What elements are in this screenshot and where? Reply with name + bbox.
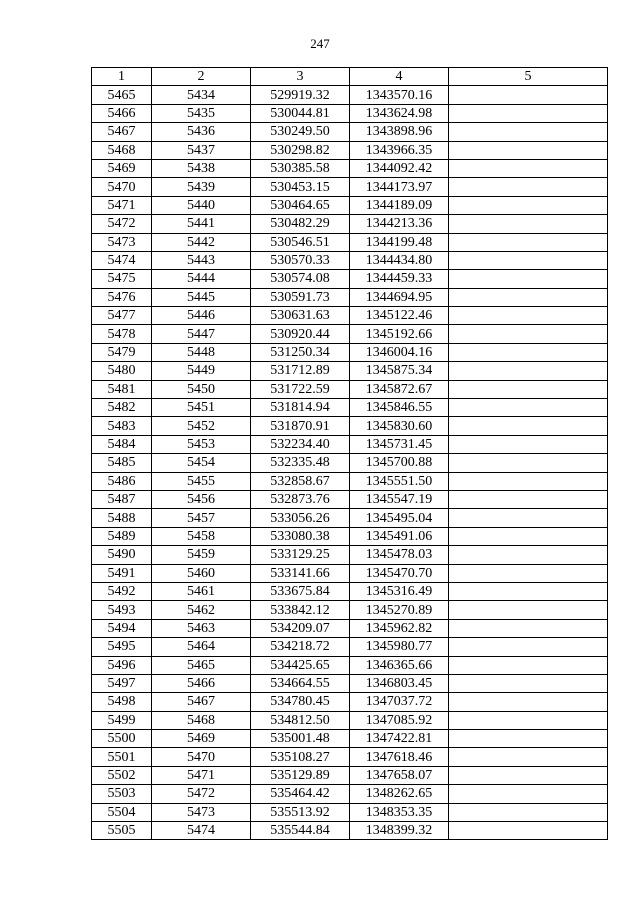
cell-note (449, 638, 608, 656)
cell-ref-number: 5452 (152, 417, 251, 435)
cell-note (449, 141, 608, 159)
cell-ref-number: 5458 (152, 527, 251, 545)
cell-x-coordinate: 534425.65 (251, 656, 350, 674)
table-row (92, 693, 608, 711)
column-header-5: 5 (449, 68, 608, 86)
table-row (92, 435, 608, 453)
cell-point-number: 5486 (92, 472, 152, 490)
cell-x-coordinate: 530546.51 (251, 233, 350, 251)
cell-y-coordinate: 1345192.66 (350, 325, 449, 343)
table-row (92, 362, 608, 380)
cell-point-number: 5503 (92, 785, 152, 803)
cell-y-coordinate: 1344434.80 (350, 251, 449, 269)
cell-ref-number: 5448 (152, 343, 251, 361)
cell-note (449, 251, 608, 269)
cell-ref-number: 5463 (152, 619, 251, 637)
cell-y-coordinate: 1345470.70 (350, 564, 449, 582)
table-row (92, 748, 608, 766)
cell-ref-number: 5441 (152, 215, 251, 233)
cell-ref-number: 5471 (152, 766, 251, 784)
cell-y-coordinate: 1347085.92 (350, 711, 449, 729)
cell-y-coordinate: 1344092.42 (350, 159, 449, 177)
cell-y-coordinate: 1345316.49 (350, 582, 449, 600)
table-row (92, 288, 608, 306)
cell-note (449, 104, 608, 122)
cell-ref-number: 5466 (152, 674, 251, 692)
cell-note (449, 159, 608, 177)
cell-x-coordinate: 530631.63 (251, 307, 350, 325)
cell-y-coordinate: 1347658.07 (350, 766, 449, 784)
cell-note (449, 509, 608, 527)
cell-note (449, 730, 608, 748)
cell-point-number: 5480 (92, 362, 152, 380)
coordinates-table (91, 67, 608, 840)
cell-y-coordinate: 1344213.36 (350, 215, 449, 233)
cell-point-number: 5473 (92, 233, 152, 251)
cell-ref-number: 5440 (152, 196, 251, 214)
table-row (92, 307, 608, 325)
cell-y-coordinate: 1347618.46 (350, 748, 449, 766)
cell-note (449, 674, 608, 692)
cell-ref-number: 5467 (152, 693, 251, 711)
cell-x-coordinate: 531250.34 (251, 343, 350, 361)
cell-ref-number: 5469 (152, 730, 251, 748)
cell-x-coordinate: 534780.45 (251, 693, 350, 711)
table-row (92, 822, 608, 840)
cell-ref-number: 5446 (152, 307, 251, 325)
cell-point-number: 5483 (92, 417, 152, 435)
cell-y-coordinate: 1348399.32 (350, 822, 449, 840)
cell-ref-number: 5455 (152, 472, 251, 490)
cell-x-coordinate: 532335.48 (251, 454, 350, 472)
cell-note (449, 454, 608, 472)
cell-y-coordinate: 1343570.16 (350, 86, 449, 104)
cell-note (449, 711, 608, 729)
table-row (92, 546, 608, 564)
cell-x-coordinate: 535108.27 (251, 748, 350, 766)
cell-note (449, 748, 608, 766)
cell-y-coordinate: 1345547.19 (350, 490, 449, 508)
cell-y-coordinate: 1346365.66 (350, 656, 449, 674)
cell-x-coordinate: 535464.42 (251, 785, 350, 803)
cell-x-coordinate: 533056.26 (251, 509, 350, 527)
cell-y-coordinate: 1345980.77 (350, 638, 449, 656)
cell-note (449, 86, 608, 104)
cell-point-number: 5467 (92, 123, 152, 141)
cell-x-coordinate: 530249.50 (251, 123, 350, 141)
cell-note (449, 803, 608, 821)
cell-point-number: 5490 (92, 546, 152, 564)
table-row (92, 601, 608, 619)
cell-y-coordinate: 1345122.46 (350, 307, 449, 325)
cell-point-number: 5484 (92, 435, 152, 453)
cell-point-number: 5488 (92, 509, 152, 527)
cell-point-number: 5504 (92, 803, 152, 821)
cell-x-coordinate: 534812.50 (251, 711, 350, 729)
column-header-4: 4 (350, 68, 449, 86)
cell-ref-number: 5451 (152, 399, 251, 417)
cell-note (449, 601, 608, 619)
table-row (92, 766, 608, 784)
cell-note (449, 435, 608, 453)
cell-point-number: 5477 (92, 307, 152, 325)
cell-x-coordinate: 529919.32 (251, 86, 350, 104)
cell-ref-number: 5438 (152, 159, 251, 177)
cell-x-coordinate: 530385.58 (251, 159, 350, 177)
cell-note (449, 582, 608, 600)
cell-ref-number: 5456 (152, 490, 251, 508)
cell-ref-number: 5464 (152, 638, 251, 656)
cell-point-number: 5470 (92, 178, 152, 196)
cell-ref-number: 5462 (152, 601, 251, 619)
cell-ref-number: 5437 (152, 141, 251, 159)
table-row (92, 233, 608, 251)
column-header-3: 3 (251, 68, 350, 86)
table-row (92, 141, 608, 159)
cell-y-coordinate: 1345846.55 (350, 399, 449, 417)
cell-x-coordinate: 530453.15 (251, 178, 350, 196)
cell-point-number: 5472 (92, 215, 152, 233)
cell-note (449, 343, 608, 361)
cell-note (449, 822, 608, 840)
cell-y-coordinate: 1348353.35 (350, 803, 449, 821)
cell-point-number: 5482 (92, 399, 152, 417)
cell-note (449, 490, 608, 508)
cell-x-coordinate: 530591.73 (251, 288, 350, 306)
table-row (92, 417, 608, 435)
table-body (92, 86, 608, 840)
cell-x-coordinate: 533675.84 (251, 582, 350, 600)
cell-y-coordinate: 1343624.98 (350, 104, 449, 122)
cell-ref-number: 5447 (152, 325, 251, 343)
cell-point-number: 5498 (92, 693, 152, 711)
cell-point-number: 5502 (92, 766, 152, 784)
cell-ref-number: 5457 (152, 509, 251, 527)
table-row (92, 399, 608, 417)
cell-x-coordinate: 531722.59 (251, 380, 350, 398)
table-row (92, 711, 608, 729)
cell-x-coordinate: 531870.91 (251, 417, 350, 435)
cell-y-coordinate: 1345495.04 (350, 509, 449, 527)
cell-x-coordinate: 532234.40 (251, 435, 350, 453)
cell-point-number: 5475 (92, 270, 152, 288)
cell-y-coordinate: 1345491.06 (350, 527, 449, 545)
cell-note (449, 362, 608, 380)
column-header-1: 1 (92, 68, 152, 86)
table-row (92, 251, 608, 269)
cell-note (449, 693, 608, 711)
cell-y-coordinate: 1345962.82 (350, 619, 449, 637)
cell-x-coordinate: 535513.92 (251, 803, 350, 821)
cell-x-coordinate: 530482.29 (251, 215, 350, 233)
cell-note (449, 546, 608, 564)
cell-x-coordinate: 535129.89 (251, 766, 350, 784)
cell-point-number: 5481 (92, 380, 152, 398)
cell-y-coordinate: 1344189.09 (350, 196, 449, 214)
cell-note (449, 785, 608, 803)
cell-x-coordinate: 533842.12 (251, 601, 350, 619)
cell-ref-number: 5460 (152, 564, 251, 582)
column-header-2: 2 (152, 68, 251, 86)
cell-ref-number: 5470 (152, 748, 251, 766)
cell-ref-number: 5473 (152, 803, 251, 821)
cell-point-number: 5500 (92, 730, 152, 748)
cell-x-coordinate: 532858.67 (251, 472, 350, 490)
cell-x-coordinate: 530920.44 (251, 325, 350, 343)
cell-x-coordinate: 534209.07 (251, 619, 350, 637)
table-row (92, 785, 608, 803)
table-row (92, 104, 608, 122)
table-row (92, 196, 608, 214)
cell-x-coordinate: 530298.82 (251, 141, 350, 159)
cell-x-coordinate: 531712.89 (251, 362, 350, 380)
cell-y-coordinate: 1345731.45 (350, 435, 449, 453)
cell-y-coordinate: 1345875.34 (350, 362, 449, 380)
table-row (92, 123, 608, 141)
cell-point-number: 5478 (92, 325, 152, 343)
cell-ref-number: 5459 (152, 546, 251, 564)
cell-x-coordinate: 534218.72 (251, 638, 350, 656)
cell-note (449, 233, 608, 251)
cell-y-coordinate: 1347037.72 (350, 693, 449, 711)
table-row (92, 730, 608, 748)
table-row (92, 270, 608, 288)
cell-x-coordinate: 535001.48 (251, 730, 350, 748)
cell-y-coordinate: 1344173.97 (350, 178, 449, 196)
cell-y-coordinate: 1348262.65 (350, 785, 449, 803)
cell-y-coordinate: 1345830.60 (350, 417, 449, 435)
cell-ref-number: 5465 (152, 656, 251, 674)
cell-note (449, 380, 608, 398)
table-row (92, 674, 608, 692)
cell-ref-number: 5442 (152, 233, 251, 251)
cell-point-number: 5505 (92, 822, 152, 840)
cell-y-coordinate: 1344199.48 (350, 233, 449, 251)
table-row (92, 454, 608, 472)
cell-y-coordinate: 1344459.33 (350, 270, 449, 288)
cell-x-coordinate: 530464.65 (251, 196, 350, 214)
cell-x-coordinate: 535544.84 (251, 822, 350, 840)
cell-ref-number: 5450 (152, 380, 251, 398)
cell-point-number: 5466 (92, 104, 152, 122)
table-row (92, 638, 608, 656)
cell-point-number: 5469 (92, 159, 152, 177)
table-row (92, 380, 608, 398)
table-row (92, 215, 608, 233)
cell-point-number: 5465 (92, 86, 152, 104)
cell-point-number: 5501 (92, 748, 152, 766)
cell-note (449, 288, 608, 306)
cell-point-number: 5468 (92, 141, 152, 159)
table-row (92, 472, 608, 490)
cell-ref-number: 5474 (152, 822, 251, 840)
cell-note (449, 564, 608, 582)
cell-note (449, 656, 608, 674)
cell-point-number: 5474 (92, 251, 152, 269)
cell-note (449, 619, 608, 637)
cell-note (449, 307, 608, 325)
table-row (92, 527, 608, 545)
table-row (92, 343, 608, 361)
cell-y-coordinate: 1343966.35 (350, 141, 449, 159)
cell-point-number: 5495 (92, 638, 152, 656)
cell-point-number: 5493 (92, 601, 152, 619)
cell-ref-number: 5439 (152, 178, 251, 196)
cell-x-coordinate: 533129.25 (251, 546, 350, 564)
cell-note (449, 270, 608, 288)
cell-note (449, 399, 608, 417)
cell-x-coordinate: 533141.66 (251, 564, 350, 582)
cell-point-number: 5489 (92, 527, 152, 545)
cell-note (449, 527, 608, 545)
table-row (92, 619, 608, 637)
cell-point-number: 5471 (92, 196, 152, 214)
table-row (92, 582, 608, 600)
cell-x-coordinate: 533080.38 (251, 527, 350, 545)
cell-ref-number: 5443 (152, 251, 251, 269)
page-number: 247 (310, 36, 330, 51)
cell-note (449, 766, 608, 784)
cell-ref-number: 5468 (152, 711, 251, 729)
cell-ref-number: 5453 (152, 435, 251, 453)
table-row (92, 325, 608, 343)
cell-point-number: 5499 (92, 711, 152, 729)
cell-point-number: 5496 (92, 656, 152, 674)
cell-y-coordinate: 1343898.96 (350, 123, 449, 141)
cell-ref-number: 5434 (152, 86, 251, 104)
cell-x-coordinate: 532873.76 (251, 490, 350, 508)
cell-ref-number: 5444 (152, 270, 251, 288)
cell-y-coordinate: 1346803.45 (350, 674, 449, 692)
cell-ref-number: 5472 (152, 785, 251, 803)
cell-y-coordinate: 1345270.89 (350, 601, 449, 619)
table-row (92, 159, 608, 177)
cell-x-coordinate: 530570.33 (251, 251, 350, 269)
cell-note (449, 325, 608, 343)
cell-y-coordinate: 1345551.50 (350, 472, 449, 490)
cell-note (449, 472, 608, 490)
cell-x-coordinate: 531814.94 (251, 399, 350, 417)
cell-note (449, 215, 608, 233)
cell-point-number: 5485 (92, 454, 152, 472)
cell-ref-number: 5436 (152, 123, 251, 141)
cell-y-coordinate: 1345478.03 (350, 546, 449, 564)
cell-point-number: 5491 (92, 564, 152, 582)
cell-ref-number: 5435 (152, 104, 251, 122)
cell-ref-number: 5454 (152, 454, 251, 472)
cell-y-coordinate: 1345872.67 (350, 380, 449, 398)
cell-y-coordinate: 1346004.16 (350, 343, 449, 361)
cell-note (449, 196, 608, 214)
cell-y-coordinate: 1344694.95 (350, 288, 449, 306)
cell-point-number: 5479 (92, 343, 152, 361)
cell-point-number: 5487 (92, 490, 152, 508)
cell-ref-number: 5449 (152, 362, 251, 380)
cell-point-number: 5494 (92, 619, 152, 637)
cell-x-coordinate: 534664.55 (251, 674, 350, 692)
cell-point-number: 5476 (92, 288, 152, 306)
table-row (92, 564, 608, 582)
table-row (92, 509, 608, 527)
table-row (92, 86, 608, 104)
cell-ref-number: 5445 (152, 288, 251, 306)
table-row (92, 803, 608, 821)
cell-ref-number: 5461 (152, 582, 251, 600)
table-row (92, 178, 608, 196)
table-row (92, 656, 608, 674)
cell-y-coordinate: 1347422.81 (350, 730, 449, 748)
cell-x-coordinate: 530574.08 (251, 270, 350, 288)
cell-point-number: 5492 (92, 582, 152, 600)
table-header-row (92, 68, 608, 86)
table-row (92, 490, 608, 508)
cell-y-coordinate: 1345700.88 (350, 454, 449, 472)
cell-note (449, 178, 608, 196)
cell-note (449, 123, 608, 141)
cell-x-coordinate: 530044.81 (251, 104, 350, 122)
cell-point-number: 5497 (92, 674, 152, 692)
cell-note (449, 417, 608, 435)
